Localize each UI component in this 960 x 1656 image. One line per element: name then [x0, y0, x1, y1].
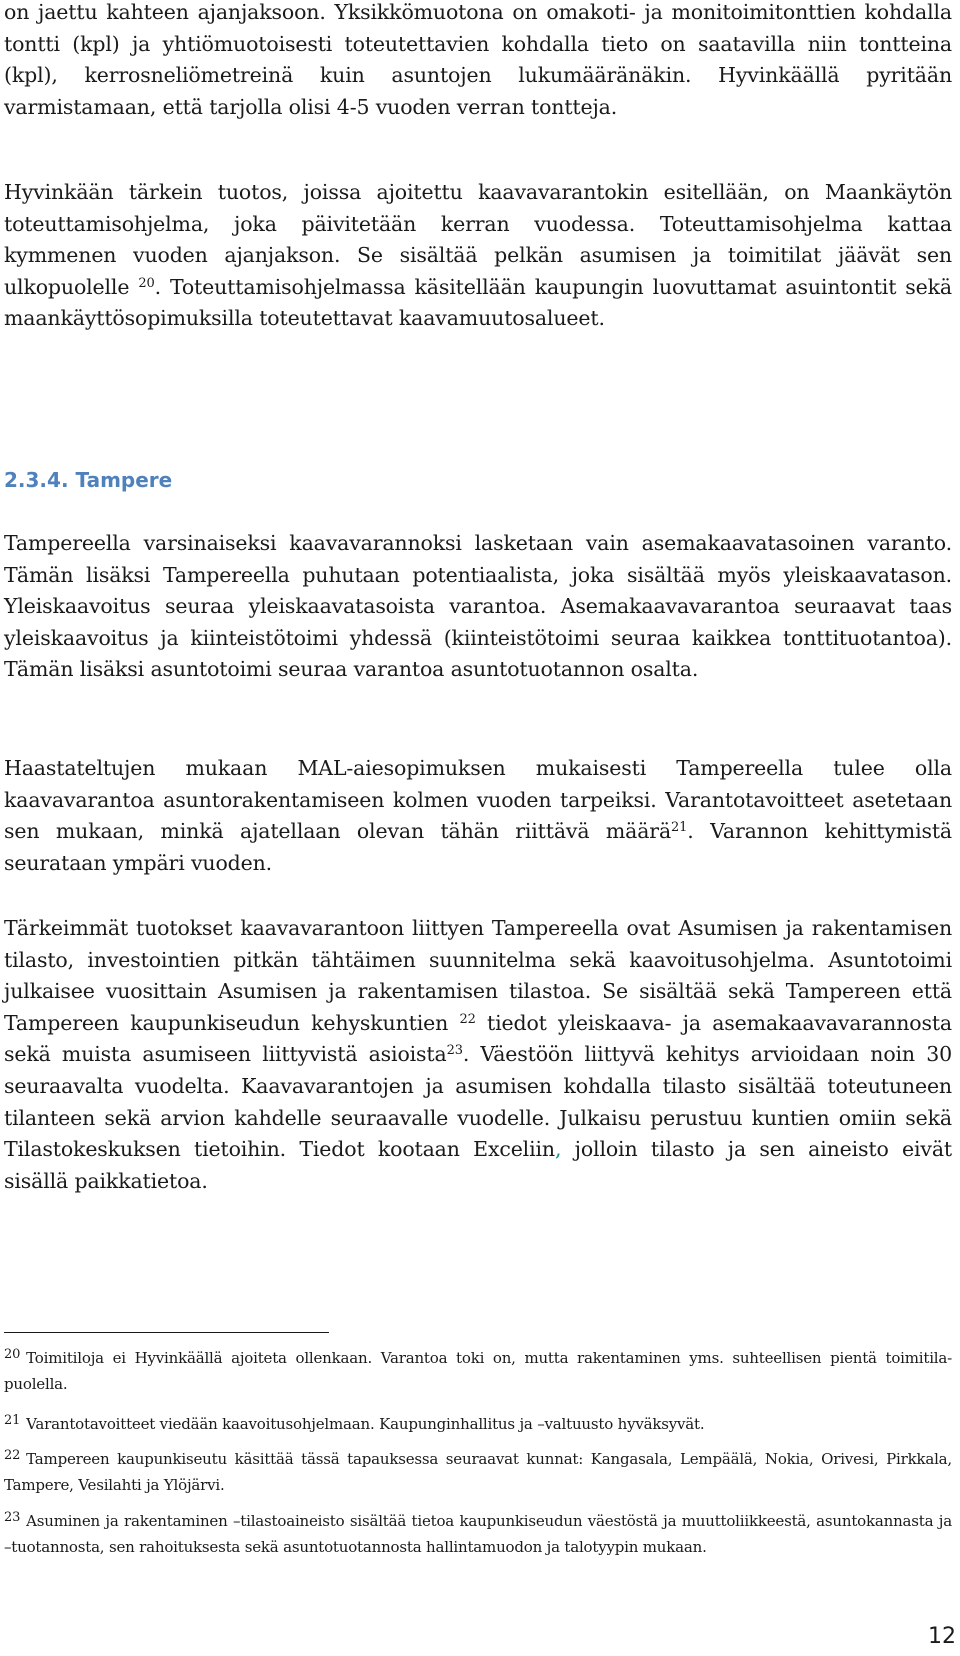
footnote-number: 22 — [4, 1448, 21, 1463]
footnote-number: 23 — [4, 1510, 21, 1525]
footnote-ref-23[interactable]: 23 — [446, 1043, 463, 1059]
paragraph-text: Tärkeimmät tuotokset kaavavarantoon liittyen Tampereella ovat Asumisen ja rakentamisen tilasto, investointien pitkän tähtäimen suunnitelma sekä kaavoitusohjelma. Asuntotoimi julkaisee vuosittain Asumisen ja rakentamisen tilastoa. Se sisältää sekä Tampereen että Tampereen kaupunkiseudun kehyskuntien — [4, 916, 952, 1035]
footnote-number: 20 — [4, 1347, 21, 1362]
paragraph-text: Haastateltujen mukaan MAL-aiesopimuksen mukaisesti Tampereella tulee olla kaavavarantoa asuntorakentamiseen kolmen vuoden tarpeiksi. Varantotavoitteet asetetaan sen mukaan, minkä ajatellaan olevan tähän riittävä määrä — [4, 756, 952, 844]
footnote-ref-21[interactable]: 21 — [671, 820, 688, 836]
paragraph-text: on jaettu kahteen ajanjaksoon. Yksikkömuotona on omakoti- ja monitoimitonttien kohdalla tontti (kpl) ja yhtiömuotoisesti toteutettavien kohdalla tieto on saatavilla niin tontteina (kpl), kerrosneliömetreinä kuin asuntojen lukumääränäkin. Hyvinkäällä pyritään varmistamaan, että tarjolla olisi 4-5 vuoden verran tontteja. — [4, 0, 952, 119]
footnote-20 — [4, 1345, 952, 1397]
highlighted-comma: , — [554, 1137, 562, 1162]
footnote-21 — [4, 1411, 952, 1437]
paragraph-text: tiedot yleiskaava- ja asemakaavavarannosta sekä muista asumiseen liittyvistä asioista — [4, 1010, 952, 1067]
paragraph-text: jolloin tilasto ja sen aineisto eivät sisällä paikkatietoa. — [4, 1137, 953, 1193]
footnote-text: Toimitiloja ei Hyvinkäällä ajoiteta ollenkaan. Varantoa toki on, mutta rakentaminen yms. suhteellisen pientä toimitila-puolella. — [4, 1349, 952, 1393]
footnote-23 — [4, 1508, 952, 1560]
footnote-ref-22[interactable]: 22 — [459, 1011, 476, 1027]
section-heading: 2.3.4. Tampere — [4, 468, 173, 492]
paragraph-tampere-reserve — [4, 528, 952, 686]
footnote-separator — [4, 1332, 329, 1333]
paragraph-hyvinkaa-output — [4, 177, 952, 335]
footnote-number: 21 — [4, 1413, 21, 1428]
paragraph-mal-agreement — [4, 753, 952, 879]
paragraph-text: . Toteuttamisohjelmassa käsitellään kaupungin luovuttamat asuintontit sekä maankäyttösopimuksilla toteutettavat kaavamuutosalueet. — [4, 274, 952, 331]
footnote-text: Asuminen ja rakentaminen –tilastoaineisto sisältää tietoa kaupunkiseudun väestöstä ja muuttoliikkeestä, asuntokannasta ja –tuotannosta, sen rahoituksesta sekä asuntotuotannosta hallintamuodon ja talotyypin mukaan. — [4, 1512, 952, 1556]
paragraph-text: Tampereella varsinaiseksi kaavavarannoksi lasketaan vain asemakaavatasoinen varanto. Tämän lisäksi Tampereella puhutaan potentiaalista, joka sisältää myös yleiskaavatason. Yleiskaavoitus seuraa yleiskaavatasoista varantoa. Asemakaavavarantoa seuraavat taas yleiskaavoitus ja kiinteistötoimi yhdessä (kiinteistötoimi seuraa kaikkea tonttituotantoa). Tämän lisäksi asuntotoimi seuraa varantoa asuntotuotannon osalta. — [4, 531, 952, 682]
footnote-text: Varantotavoitteet viedään kaavoitusohjelmaan. Kaupunginhallitus ja –valtuusto hyväksyvät. — [26, 1415, 705, 1433]
paragraph-text: Hyvinkään tärkein tuotos, joissa ajoitettu kaavavarantokin esitellään, on Maankäytön toteuttamisohjelma, joka päivitetään kerran vuodessa. Toteuttamisohjelma kattaa kymmenen vuoden ajanjakson. Se sisältää pelkän asumisen ja toimitilat jäävät sen ulkopuolelle — [4, 180, 952, 299]
paragraph-text: . Väestöön liittyvä kehitys arvioidaan noin 30 seuraavalta vuodelta. Kaavavarantojen ja asumisen kohdalla tilasto sisältää toteutuneen tilanteen sekä arvion kahdelle seuraavalle vuodelle. Julkaisu perustuu kuntien omiin sekä Tilastokeskuksen tietoihin. Tiedot kootaan Exceliin — [4, 1042, 952, 1162]
paragraph-intro — [4, 0, 952, 123]
footnote-22 — [4, 1446, 952, 1498]
footnote-ref-20[interactable]: 20 — [138, 275, 155, 291]
footnote-text: Tampereen kaupunkiseutu käsittää tässä tapauksessa seuraavat kunnat: Kangasala, Lempäälä, Nokia, Orivesi, Pirkkala, Tampere, Vesilahti ja Ylöjärvi. — [4, 1450, 952, 1494]
page-number: 12 — [928, 1624, 956, 1649]
paragraph-tampere-outputs — [4, 913, 952, 1197]
paragraph-text: . Varannon kehittymistä seurataan ympäri vuoden. — [4, 819, 953, 875]
